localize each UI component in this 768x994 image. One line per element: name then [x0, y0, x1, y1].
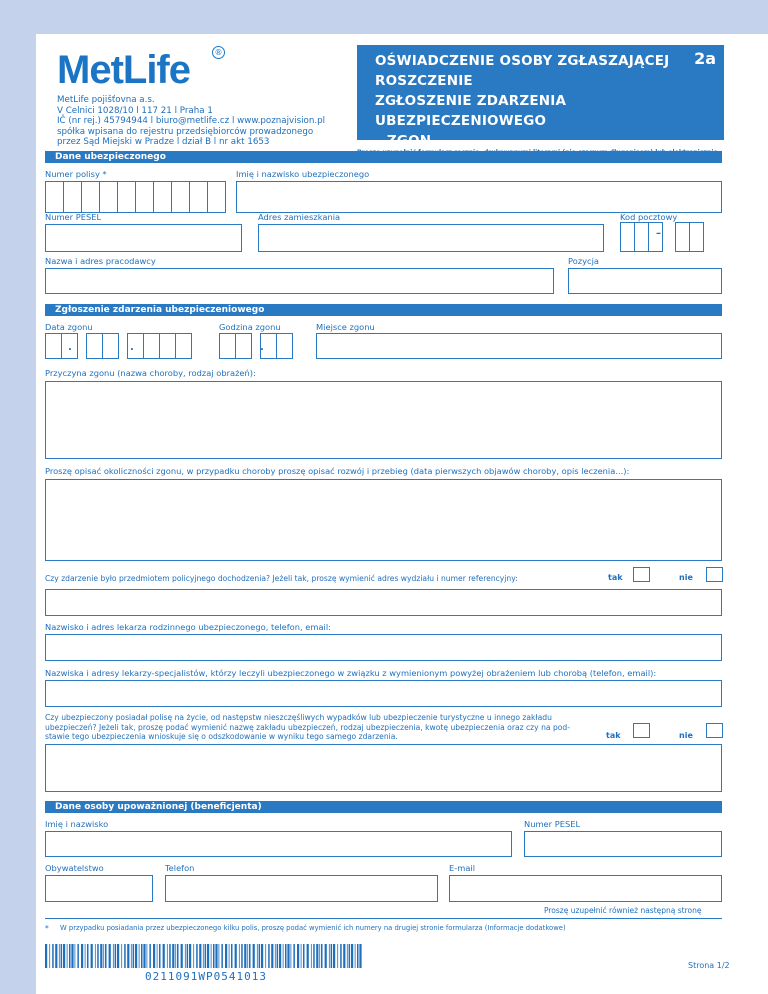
employer-label: Nazwa i adres pracodawcy: [45, 256, 156, 266]
barcode-bar: [203, 944, 204, 968]
other-policy-line: Czy ubezpieczony posiadał polisę na życie, od następstw nieszczęśliwych wypadków lub ubezpieczenie turystyczne u innego zakładu: [45, 713, 552, 722]
barcode-bar: [87, 944, 89, 968]
barcode-bar: [307, 944, 309, 968]
gp-label: Nazwisko i adres lekarza rodzinnego ubezpieczonego, telefon, email:: [45, 622, 331, 632]
barcode-bar: [147, 944, 148, 968]
barcode-bar: [113, 944, 114, 968]
policy-digit-cell[interactable]: [189, 181, 208, 213]
other-policy-field[interactable]: [45, 744, 722, 792]
barcode-bar: [196, 944, 198, 968]
barcode-bar: [187, 944, 189, 968]
barcode-bar: [167, 944, 168, 968]
barcode-bar: [115, 944, 117, 968]
registered-mark: ®: [212, 46, 225, 59]
barcode-bar: [105, 944, 107, 968]
barcode-bar: [319, 944, 320, 968]
gp-field[interactable]: [45, 634, 722, 661]
barcode-bar: [181, 944, 183, 968]
address-field[interactable]: [258, 224, 604, 252]
barcode-bar: [143, 944, 145, 968]
police-no-label: nie: [679, 573, 693, 582]
barcode-bar: [135, 944, 137, 968]
barcode-bar: [277, 944, 279, 968]
death-place-label: Miejsce zgonu: [316, 322, 375, 332]
barcode-bar: [213, 944, 215, 968]
section-header-insured: Dane ubezpieczonego: [45, 151, 722, 163]
barcode-bar: [69, 944, 71, 968]
section-header-beneficiary: Dane osoby upoważnionej (beneficjenta): [45, 801, 722, 813]
barcode-bar: [189, 944, 191, 968]
time-digit-cell[interactable]: [276, 333, 293, 359]
address-label: Adres zamieszkania: [258, 212, 341, 222]
barcode-bar: [287, 944, 289, 968]
section-header-event: Zgłoszenie zdarzenia ubezpieczeniowego: [45, 304, 722, 316]
policy-number-label: Numer polisy *: [45, 169, 107, 179]
other-policy-no-checkbox[interactable]: [706, 723, 723, 738]
barcode-bar: [291, 944, 292, 968]
barcode-bar: [229, 944, 230, 968]
barcode-bar: [235, 944, 237, 968]
death-place-field[interactable]: [316, 333, 722, 359]
date-digit-cell[interactable]: [159, 333, 176, 359]
circumstances-label: Proszę opisać okoliczności zgonu, w przypadku choroby proszę opisać rozwój i przebieg (data pierwszych objawów choroby, opis leczenia...):: [45, 466, 630, 476]
barcode-bar: [77, 944, 79, 968]
position-label: Pozycja: [568, 256, 599, 266]
barcode-bar: [343, 944, 345, 968]
policy-digit-cell[interactable]: [99, 181, 118, 213]
barcode-bar: [175, 944, 176, 968]
other-policy-yes-checkbox[interactable]: [633, 723, 650, 738]
barcode-bar: [337, 944, 338, 968]
date-separator: .: [260, 342, 264, 353]
barcode-bar: [149, 944, 151, 968]
postal-digit-cell[interactable]: [689, 222, 704, 252]
barcode-bar: [311, 944, 312, 968]
barcode-bar: [349, 944, 351, 968]
barcode-bar: [293, 944, 295, 968]
barcode-bar: [97, 944, 99, 968]
footer-divider: [45, 918, 722, 919]
barcode-bar: [359, 944, 361, 968]
barcode-bar: [49, 944, 50, 968]
insured-name-label: Imię i nazwisko ubezpieczonego: [236, 169, 370, 179]
time-digit-cell[interactable]: [219, 333, 236, 359]
pesel-field[interactable]: [45, 224, 242, 252]
barcode-bar: [207, 944, 209, 968]
barcode-bar: [279, 944, 281, 968]
barcode-bar: [127, 944, 129, 968]
death-time-label: Godzina zgonu: [219, 322, 281, 332]
barcode-bar: [347, 944, 348, 968]
postal-dash: –: [656, 228, 661, 239]
barcode-bar: [331, 944, 333, 968]
citizenship-label: Obywatelstwo: [45, 863, 104, 873]
police-yes-label: tak: [608, 573, 623, 582]
barcode-bar: [225, 944, 227, 968]
barcode-bar: [139, 944, 140, 968]
barcode-bar: [340, 944, 342, 968]
barcode-bar: [316, 944, 318, 968]
barcode-bar: [59, 944, 60, 968]
barcode-bar: [55, 944, 57, 968]
postal-digit-cell[interactable]: [634, 222, 649, 252]
barcode-bar: [63, 944, 65, 968]
citizenship-field[interactable]: [45, 875, 153, 902]
cause-field[interactable]: [45, 381, 722, 459]
policy-digit-cell[interactable]: [63, 181, 82, 213]
page-number: Strona 1/2: [688, 961, 730, 970]
company-line: spółka wpisana do rejestru przedsiębiorców prowadzonego: [57, 126, 314, 137]
barcode-bar: [297, 944, 299, 968]
barcode-bar: [205, 944, 207, 968]
postal-code-label: Kod pocztowy: [620, 212, 678, 222]
date-digit-cell[interactable]: [86, 333, 103, 359]
circumstances-field[interactable]: [45, 479, 722, 561]
barcode-number: 0211091WP0541013: [145, 970, 267, 983]
barcode-bar: [95, 944, 96, 968]
barcode-bar: [325, 944, 327, 968]
policy-digit-cell[interactable]: [207, 181, 226, 213]
company-line: przez Sąd Miejski w Pradze l dział B l nr akt 1653: [57, 137, 270, 147]
barcode-bar: [133, 944, 135, 968]
other-policy-line: ubezpieczeń? Jeżeli tak, proszę podać wymienić nazwę zakładu ubezpieczeń, rodzaj ubezpieczenia, kwotę ubezpieczenia oraz czy na pod-: [45, 722, 570, 732]
insured-name-field[interactable]: [236, 181, 722, 213]
barcode-bar: [301, 944, 302, 968]
police-details-field[interactable]: [45, 589, 722, 616]
barcode-bar: [109, 944, 111, 968]
barcode-bar: [141, 944, 143, 968]
next-page-note: Proszę uzupełnić również następną stronę: [544, 906, 702, 915]
barcode-bar: [199, 944, 201, 968]
barcode-bar: [357, 944, 359, 968]
time-digit-cell[interactable]: [235, 333, 252, 359]
barcode-bar: [261, 944, 263, 968]
barcode-bar: [71, 944, 73, 968]
barcode-bar: [215, 944, 217, 968]
barcode-bar: [355, 944, 356, 968]
policy-digit-cell[interactable]: [117, 181, 136, 213]
police-no-checkbox[interactable]: [706, 567, 723, 582]
company-line: IČ (nr rej.) 45794944 l biuro@metlife.cz l www.poznajvision.pl: [57, 116, 326, 126]
barcode-bar: [67, 944, 68, 968]
barcode-bar: [163, 944, 165, 968]
barcode-bar: [239, 944, 240, 968]
title-line: OŚWIADCZENIE OSOBY ZGŁASZAJĄCEJ: [375, 53, 670, 69]
email-label: E-mail: [449, 863, 476, 873]
beneficiary-name-label: Imię i nazwisko: [45, 819, 109, 829]
barcode-bar: [177, 944, 179, 968]
barcode-bar: [283, 944, 284, 968]
form-title: [375, 51, 724, 151]
pesel-label: Numer PESEL: [45, 212, 102, 222]
barcode-bar: [285, 944, 287, 968]
barcode-bar: [172, 944, 174, 968]
footnote-text: W przypadku posiadania przez ubezpieczonego kilku polis, proszę podać wymienić ich numery na drugiej stronie formularza (Informacje dodatkowe): [60, 924, 566, 932]
barcode-bar: [211, 944, 212, 968]
date-separator: .: [130, 342, 134, 353]
other-policy-label: [45, 713, 570, 742]
cause-label: Przyczyna zgonu (nazwa choroby, rodzaj obrażeń):: [45, 368, 256, 378]
company-line: MetLife pojišťovna a.s.: [57, 95, 155, 105]
policy-digit-cell[interactable]: [81, 181, 100, 213]
barcode-bar: [185, 944, 186, 968]
barcode-bar: [231, 944, 233, 968]
barcode-bar: [351, 944, 353, 968]
email-field[interactable]: [449, 875, 722, 902]
barcode-bar: [268, 944, 270, 968]
barcode-bar: [271, 944, 273, 968]
barcode-bar: [61, 944, 63, 968]
barcode-bar: [91, 944, 93, 968]
barcode-bar: [303, 944, 305, 968]
barcode-bar: [257, 944, 258, 968]
barcode: [45, 944, 362, 972]
barcode-bar: [329, 944, 330, 968]
beneficiary-pesel-field[interactable]: [524, 831, 722, 857]
death-date-label: Data zgonu: [45, 322, 93, 332]
policy-digit-cell[interactable]: [45, 181, 64, 213]
barcode-bar: [75, 944, 76, 968]
barcode-bar: [321, 944, 323, 968]
date-digit-cell[interactable]: [45, 333, 62, 359]
postal-digit-cell[interactable]: [620, 222, 635, 252]
barcode-bar: [100, 944, 102, 968]
barcode-bar: [159, 944, 161, 968]
date-digit-cell[interactable]: [143, 333, 160, 359]
phone-field[interactable]: [165, 875, 438, 902]
phone-label: Telefon: [165, 863, 195, 873]
company-line: V Celnici 1028/10 l 117 21 l Praha 1: [57, 105, 213, 116]
other-policy-line: stawie tego ubezpieczenia wnioskuje się o odszkodowanie w wyniku tego samego zdarzenia.: [45, 732, 398, 741]
position-field[interactable]: [568, 268, 722, 294]
postal-digit-cell[interactable]: [675, 222, 690, 252]
barcode-bar: [275, 944, 276, 968]
title-line: ZGŁOSZENIE ZDARZENIA UBEZPIECZENIOWEGO: [375, 93, 567, 129]
barcode-bar: [333, 944, 335, 968]
barcode-bar: [265, 944, 266, 968]
barcode-bar: [259, 944, 261, 968]
date-digit-cell[interactable]: [102, 333, 119, 359]
barcode-bar: [219, 944, 220, 968]
specialists-field[interactable]: [45, 680, 722, 707]
policy-digit-cell[interactable]: [135, 181, 154, 213]
beneficiary-name-field[interactable]: [45, 831, 512, 857]
barcode-bar: [249, 944, 251, 968]
metlife-logo: MetLife: [57, 48, 190, 92]
barcode-bar: [244, 944, 246, 968]
title-line: – ZGON: [375, 133, 432, 149]
barcode-bar: [169, 944, 171, 968]
date-digit-cell[interactable]: [175, 333, 192, 359]
policy-digit-cell[interactable]: [171, 181, 190, 213]
barcode-bar: [45, 944, 47, 968]
footnote-asterisk: *: [45, 924, 49, 933]
date-separator: .: [68, 342, 72, 353]
form-number: 2a: [694, 49, 716, 68]
barcode-bar: [193, 944, 194, 968]
barcode-bar: [117, 944, 119, 968]
barcode-bar: [153, 944, 155, 968]
barcode-bar: [157, 944, 158, 968]
policy-digit-cell[interactable]: [153, 181, 172, 213]
barcode-bar: [313, 944, 315, 968]
beneficiary-pesel-label: Numer PESEL: [524, 819, 581, 829]
barcode-bar: [52, 944, 54, 968]
barcode-bar: [247, 944, 248, 968]
barcode-bar: [131, 944, 132, 968]
barcode-bar: [81, 944, 83, 968]
other-policy-no-label: nie: [679, 731, 693, 740]
barcode-bar: [85, 944, 86, 968]
barcode-bar: [103, 944, 104, 968]
barcode-bar: [221, 944, 223, 968]
employer-field[interactable]: [45, 268, 554, 294]
barcode-bar: [121, 944, 122, 968]
barcode-bar: [124, 944, 126, 968]
form-title-box: [357, 45, 724, 149]
police-label: Czy zdarzenie było przedmiotem policyjnego dochodzenia? Jeżeli tak, proszę wymienić adres wydziału i numer referencyjny:: [45, 574, 518, 583]
specialists-label: Nazwiska i adresy lekarzy-specjalistów, którzy leczyli ubezpieczonego w związku z wymienionym powyżej obrażeniem lub chorobą (telefon, email):: [45, 668, 657, 678]
barcode-bar: [253, 944, 255, 968]
barcode-bar: [241, 944, 243, 968]
police-yes-checkbox[interactable]: [633, 567, 650, 582]
company-info: [57, 95, 325, 148]
other-policy-yes-label: tak: [606, 731, 621, 740]
title-line: ROSZCZENIE: [375, 73, 473, 89]
